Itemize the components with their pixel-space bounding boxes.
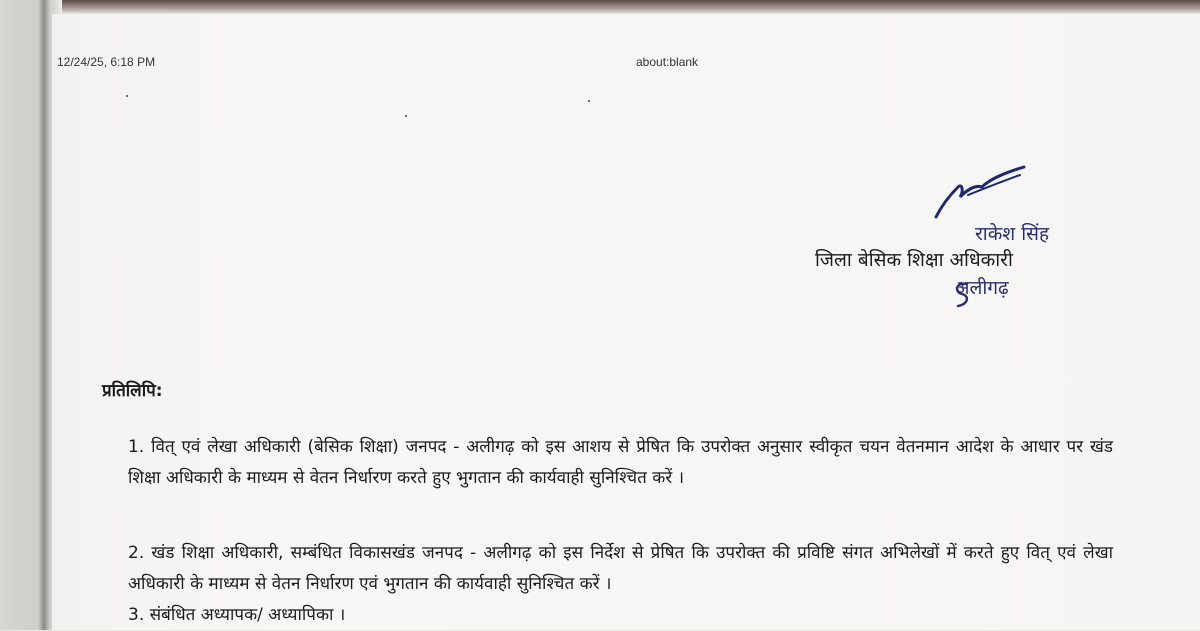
scan-speck: [126, 95, 128, 97]
copy-to-item-1: 1. वित् एवं लेखा अधिकारी (बेसिक शिक्षा) जनपद - अलीगढ़ को इस आशय से प्रेषित कि उपरोक्त अनुसार स्वीकृत चयन वेतनमान आदेश के आधार पर खंड शिक्षा अधिकारी के माध्यम से वेतन निर्धारण करते हुए भुगतान की कार्यवाही सुनिश्चित करें ।: [128, 437, 1113, 488]
handwritten-signature: [928, 165, 1028, 225]
signatory-place: अलीगढ़: [955, 277, 1009, 299]
copy-to-item-2: 2. खंड शिक्षा अधिकारी, सम्बंधित विकासखंड जनपद - अलीगढ़ को इस निर्देश से प्रेषित कि उपरोक्त की प्रविष्टि संगत अभिलेखों में करते हुए वित् एवं लेखा अधिकारी के माध्यम से वेतन निर्धारण एवं भुगतान की कार्यवाही सुनिश्चित करें ।: [128, 543, 1113, 594]
signatory-designation: जिला बेसिक शिक्षा अधिकारी: [815, 249, 1013, 271]
scan-top-shadow: [0, 0, 1200, 14]
scan-speck: [588, 100, 590, 102]
copy-to-heading: प्रतिलिपि:: [102, 381, 163, 401]
copy-to-item-3: 3. संबंधित अध्यापक/ अध्यापिका ।: [128, 605, 346, 625]
scan-speck: [405, 115, 407, 117]
signatory-name: राकेश सिंह: [975, 223, 1050, 245]
print-header-url: about:blank: [636, 55, 699, 69]
print-header-datetime: 12/24/25, 6:18 PM: [57, 55, 156, 69]
ink-flourish-mark: [950, 278, 976, 310]
